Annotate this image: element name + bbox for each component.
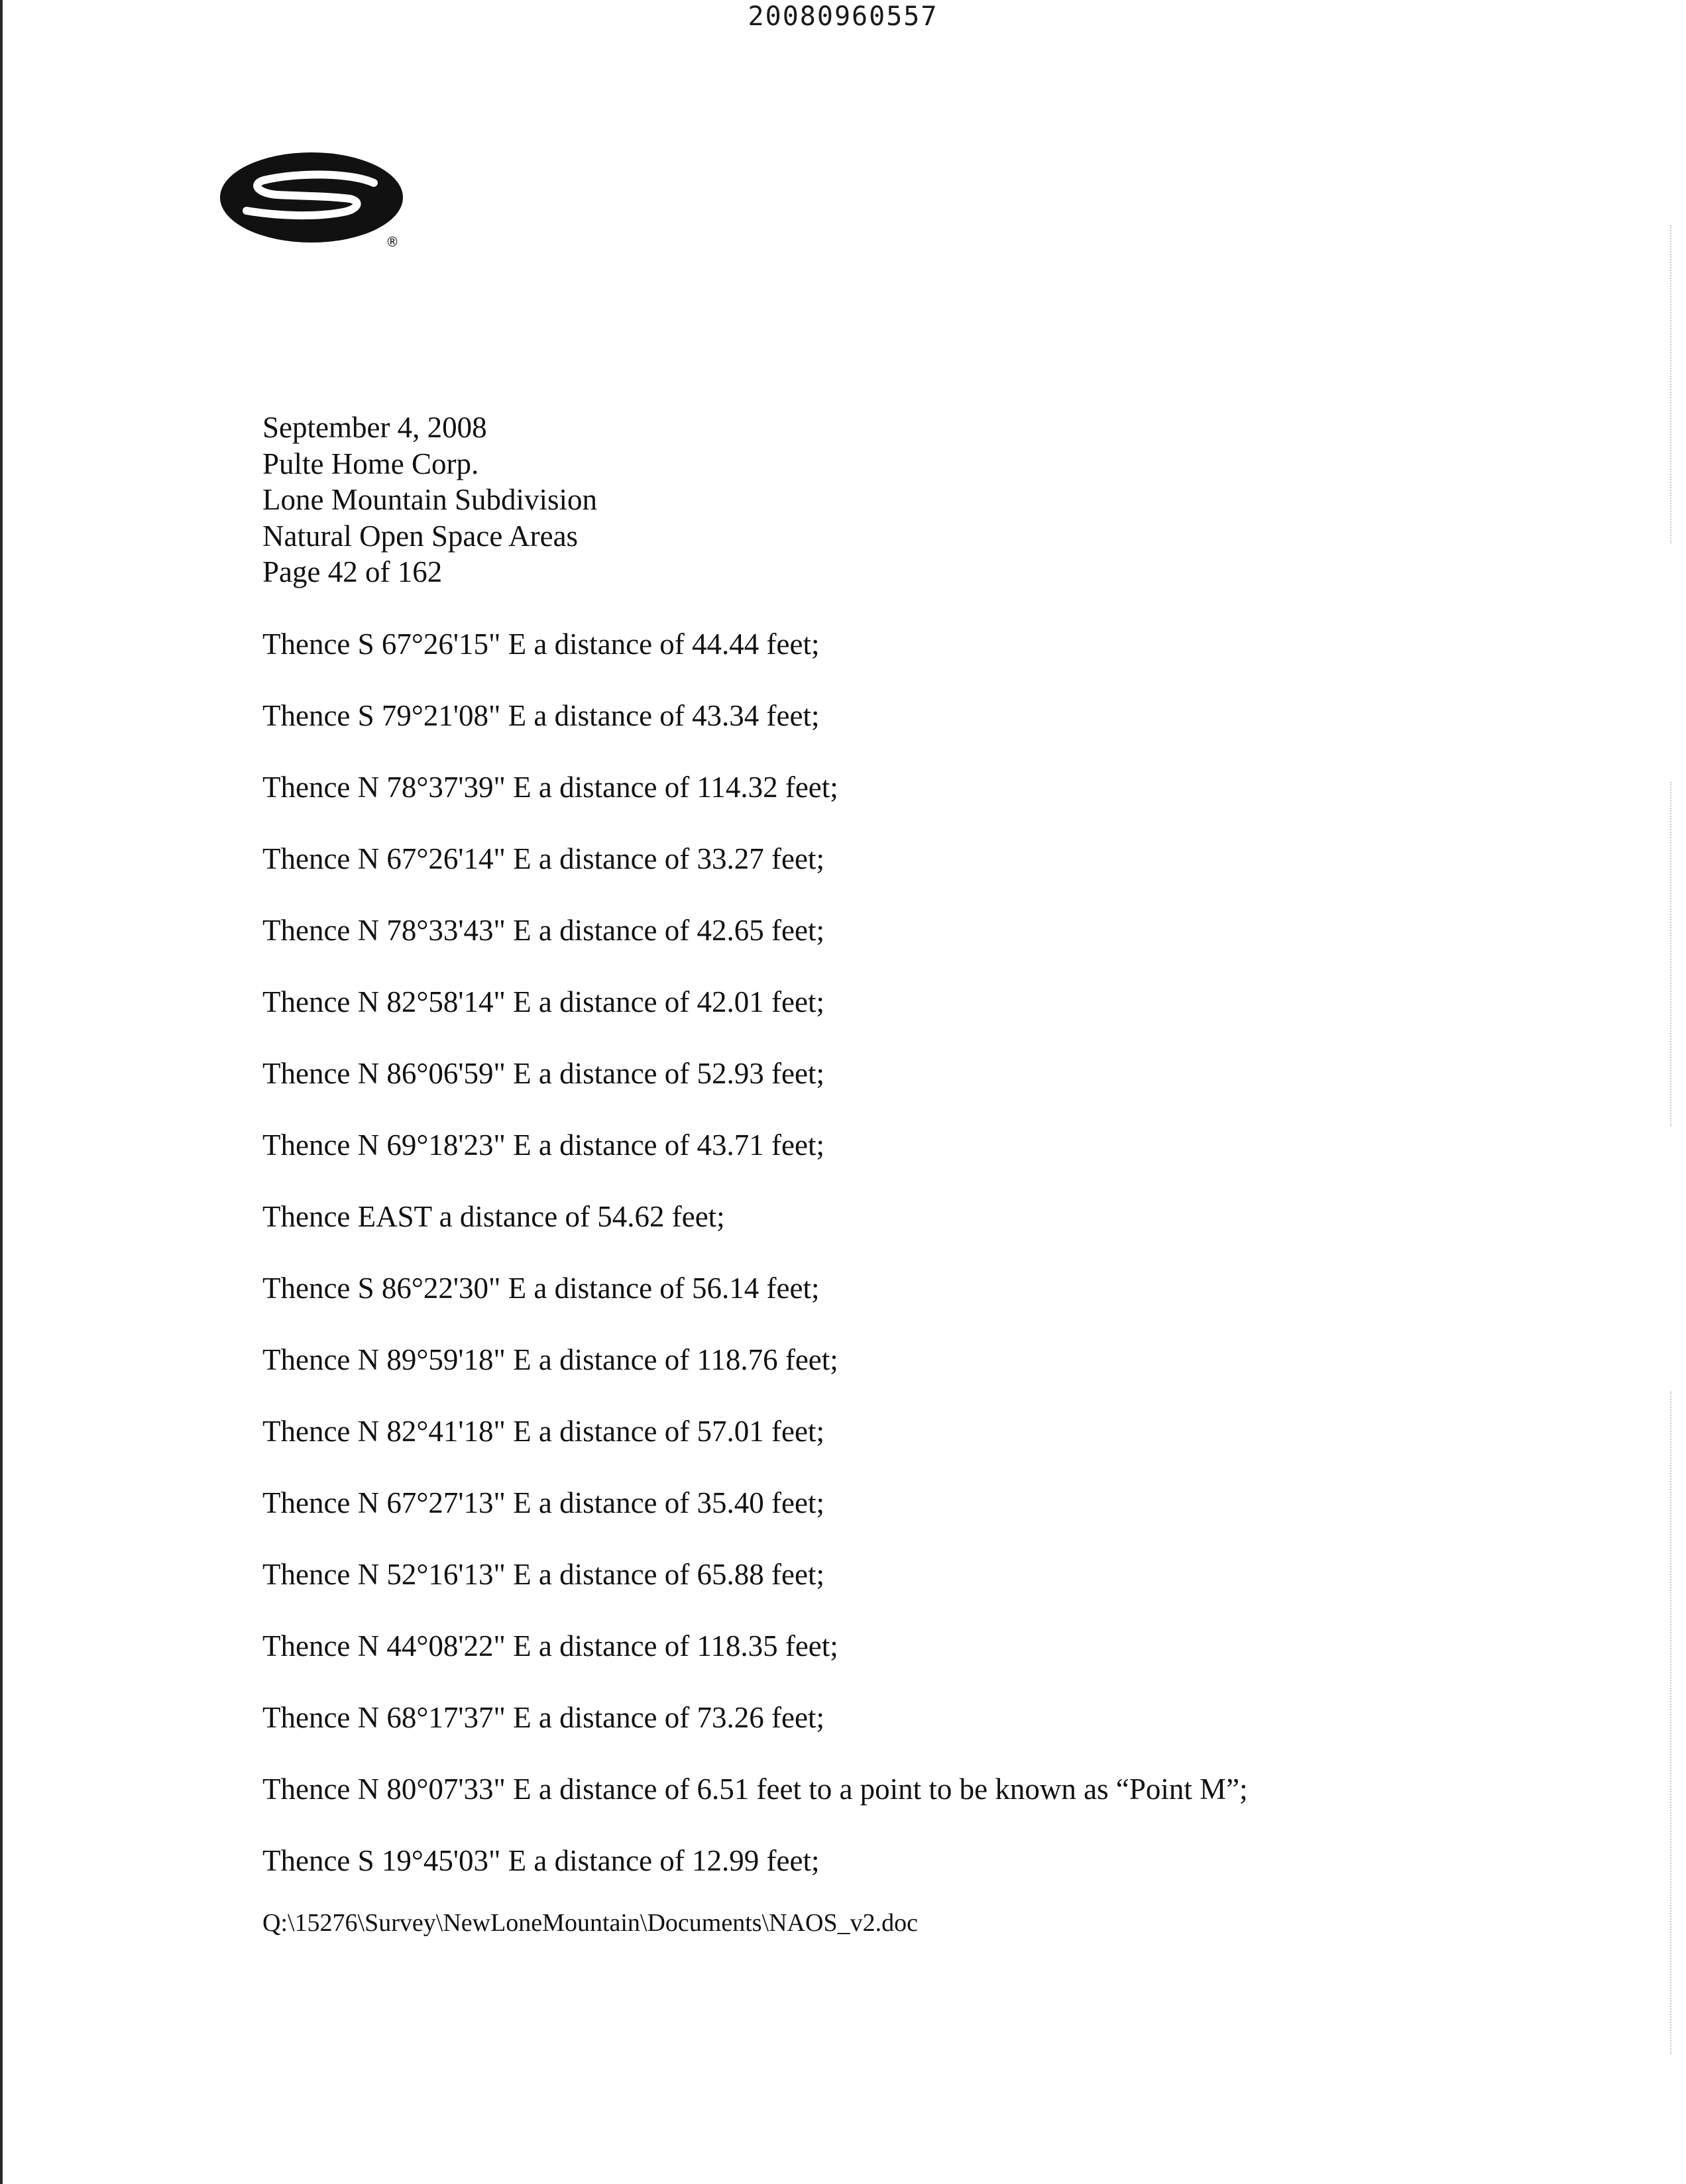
letter-header — [262, 410, 597, 590]
scan-left-edge — [0, 0, 3, 2184]
course-line: Thence N 82°58'14" E a distance of 42.01 feet; — [262, 985, 824, 1018]
scan-edge-mark — [1670, 782, 1673, 1126]
header-subject: Natural Open Space Areas — [262, 519, 579, 553]
course-line: Thence N 69°18'23" E a distance of 43.71 feet; — [262, 1128, 824, 1162]
scan-edge-mark — [1670, 1392, 1673, 2054]
header-project: Lone Mountain Subdivision — [262, 483, 597, 516]
course-line: Thence N 80°07'33" E a distance of 6.51 feet to a point to be known as “Point M”; — [262, 1773, 1248, 1806]
course-line: Thence N 82°41'18" E a distance of 57.01 feet; — [262, 1415, 824, 1448]
course-line: Thence N 67°27'13" E a distance of 35.40 feet; — [262, 1486, 824, 1519]
survey-courses-list — [262, 626, 1248, 1914]
scan-edge-mark — [1670, 225, 1673, 543]
course-line: Thence EAST a distance of 54.62 feet; — [262, 1200, 725, 1233]
course-line: Thence S 79°21'08" E a distance of 43.34 feet; — [262, 699, 820, 732]
s-oval-logo-icon — [217, 146, 410, 252]
footer-file-path: Q:\15276\Survey\NewLoneMountain\Documents\NAOS_v2.doc — [262, 1909, 918, 1937]
header-client: Pulte Home Corp. — [262, 447, 479, 480]
course-line: Thence N 78°37'39" E a distance of 114.32 feet; — [262, 771, 838, 804]
course-line: Thence S 86°22'30" E a distance of 56.14 feet; — [262, 1272, 820, 1305]
registered-mark: ® — [386, 234, 399, 250]
course-line: Thence S 67°26'15" E a distance of 44.44 feet; — [262, 628, 820, 661]
course-line: Thence N 44°08'22" E a distance of 118.35 feet; — [262, 1629, 838, 1663]
course-line: Thence N 52°16'13" E a distance of 65.88 feet; — [262, 1558, 824, 1591]
header-date: September 4, 2008 — [262, 411, 487, 444]
course-line: Thence N 68°17'37" E a distance of 73.26 feet; — [262, 1701, 824, 1734]
header-page-number: Page 42 of 162 — [262, 555, 443, 588]
course-line: Thence N 86°06'59" E a distance of 52.93 feet; — [262, 1057, 824, 1090]
course-line: Thence N 67°26'14" E a distance of 33.27 feet; — [262, 842, 824, 875]
document-number: 20080960557 — [748, 1, 938, 32]
course-line: Thence N 89°59'18" E a distance of 118.76 feet; — [262, 1343, 838, 1376]
course-line: Thence S 19°45'03" E a distance of 12.99 feet; — [262, 1844, 820, 1877]
course-line: Thence N 78°33'43" E a distance of 42.65 feet; — [262, 914, 824, 947]
